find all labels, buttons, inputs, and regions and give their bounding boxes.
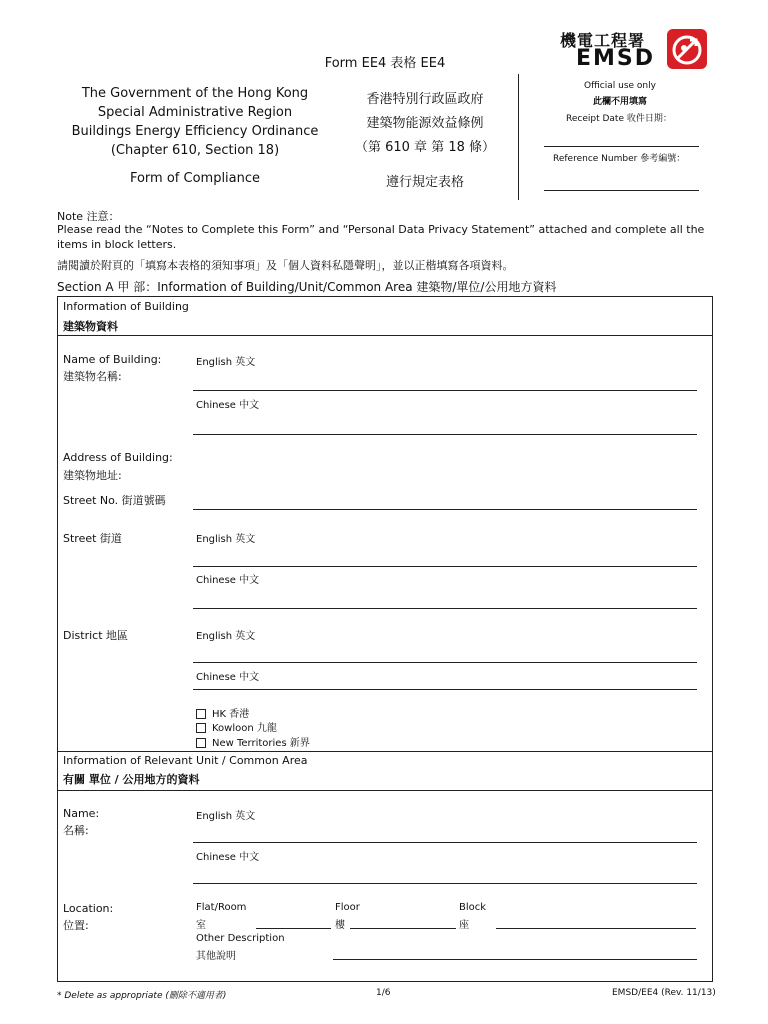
logo-zh: 機電工程署: [560, 31, 646, 50]
note-en-line-2: items in block letters.: [57, 238, 177, 251]
block-label-en: Block: [459, 902, 487, 913]
flat-room-label-zh: 室: [196, 920, 206, 931]
district-chinese-field[interactable]: [193, 689, 697, 690]
district-english-label: English 英文: [196, 631, 256, 642]
street-no-label: Street No. 街道號碼: [63, 494, 166, 507]
page-number: 1/6: [376, 988, 391, 998]
note-label: Note 注意：: [57, 210, 120, 223]
flat-room-field[interactable]: [256, 928, 331, 929]
gov-en-line-2: Special Administrative Region: [97, 105, 293, 120]
district-option-new-territories[interactable]: [196, 734, 310, 749]
street-label: Street 街道: [63, 532, 122, 545]
building-name-label-en: Name of Building:: [63, 353, 162, 366]
official-use-label-zh: 此欄不用填寫: [592, 97, 647, 107]
official-box-divider: [518, 74, 519, 200]
unit-name-english-label: English 英文: [196, 811, 256, 822]
form-code: EMSD/EE4 (Rev. 11/13): [612, 988, 716, 998]
unit-heading-divider: [57, 790, 712, 791]
unit-name-chinese-label: Chinese 中文: [196, 852, 260, 863]
address-label-zh: 建築物地址:: [63, 469, 122, 482]
building-name-chinese-label: Chinese 中文: [196, 400, 260, 411]
unit-name-english-field[interactable]: [193, 842, 697, 843]
district-option-kowloon[interactable]: [196, 719, 277, 734]
checkbox-icon[interactable]: [196, 709, 206, 719]
unit-heading-en: Information of Relevant Unit / Common Area: [63, 754, 308, 767]
unit-heading-zh: 有關 單位 / 公用地方的資料: [63, 773, 200, 786]
floor-label-en: Floor: [335, 902, 360, 913]
chapter-en: (Chapter 610, Section 18): [110, 143, 280, 158]
address-label-en: Address of Building:: [63, 451, 173, 464]
form-name-zh: 遵行規定表格: [385, 175, 464, 190]
block-field[interactable]: [496, 928, 696, 929]
unit-name-label-zh: 名稱:: [63, 824, 89, 837]
note-zh-line: 請閱讀於附頁的「填寫本表格的須知事項」及「個人資料私隱聲明」，並以正楷填寫各項資料。: [57, 259, 514, 272]
building-heading-en: Information of Building: [63, 300, 189, 313]
checkbox-icon[interactable]: [196, 723, 206, 733]
receipt-date-label: Receipt Date 收件日期：: [566, 114, 672, 124]
district-option-hk[interactable]: [196, 705, 249, 720]
block-label-zh: 座: [459, 920, 469, 931]
building-name-english-field[interactable]: [193, 390, 697, 391]
street-english-label: English 英文: [196, 534, 256, 545]
district-option-label: New Territories 新界: [212, 738, 310, 749]
section-a-box: [57, 296, 713, 982]
district-option-label: Kowloon 九龍: [212, 723, 277, 734]
delete-as-appropriate-note: * Delete as appropriate (刪除不適用者): [57, 991, 227, 1001]
district-label: District 地區: [63, 629, 129, 642]
unit-name-label-en: Name:: [63, 807, 100, 820]
note-en-line-1: Please read the “Notes to Complete this Form” and “Personal Data Privacy Statement” attached and complete all the: [57, 223, 705, 236]
reference-number-label: Reference Number 參考編號：: [553, 154, 686, 164]
gov-en-line-1: The Government of the Hong Kong: [81, 86, 309, 101]
street-chinese-field[interactable]: [193, 608, 697, 609]
unit-name-chinese-field[interactable]: [193, 883, 697, 884]
street-no-field[interactable]: [193, 509, 697, 510]
checkbox-icon[interactable]: [196, 738, 206, 748]
flat-room-label-en: Flat/Room: [196, 902, 247, 913]
emsd-logo-icon: [666, 28, 708, 70]
floor-field[interactable]: [350, 928, 456, 929]
government-title-en: [60, 84, 330, 160]
street-chinese-label: Chinese 中文: [196, 575, 260, 586]
gov-zh: 香港特別行政區政府: [366, 92, 484, 107]
other-description-field[interactable]: [333, 959, 697, 960]
receipt-date-field[interactable]: [544, 146, 699, 147]
government-title-zh: [340, 88, 510, 160]
form-title: Form EE4 表格 EE4: [324, 56, 446, 71]
chapter-zh: （第 610 章 第 18 條）: [354, 140, 496, 155]
street-english-field[interactable]: [193, 566, 697, 567]
official-use-label-en: Official use only: [584, 81, 656, 91]
location-label-zh: 位置:: [63, 919, 89, 932]
building-heading-divider: [57, 335, 712, 336]
ordinance-en: Buildings Energy Efficiency Ordinance: [71, 124, 319, 139]
logo-en: EMSD: [576, 46, 656, 71]
building-heading-zh: 建築物資料: [63, 320, 118, 333]
building-name-english-label: English 英文: [196, 357, 256, 368]
building-name-label-zh: 建築物名稱:: [63, 370, 122, 383]
district-option-label: HK 香港: [212, 709, 250, 720]
section-a-title: Section A 甲 部：Information of Building/Unit/Common Area 建築物/單位/公用地方資料: [57, 280, 557, 294]
district-chinese-label: Chinese 中文: [196, 672, 260, 683]
floor-label-zh: 樓: [335, 920, 345, 931]
unit-section-divider: [57, 751, 712, 752]
district-english-field[interactable]: [193, 662, 697, 663]
location-label-en: Location:: [63, 902, 114, 915]
building-name-chinese-field[interactable]: [193, 434, 697, 435]
ordinance-zh: 建築物能源效益條例: [366, 116, 484, 131]
form-name-en: Form of Compliance: [129, 171, 261, 186]
other-description-label-en: Other Description: [196, 933, 285, 944]
other-description-label-zh: 其他說明: [196, 951, 236, 962]
reference-number-field[interactable]: [544, 190, 699, 191]
